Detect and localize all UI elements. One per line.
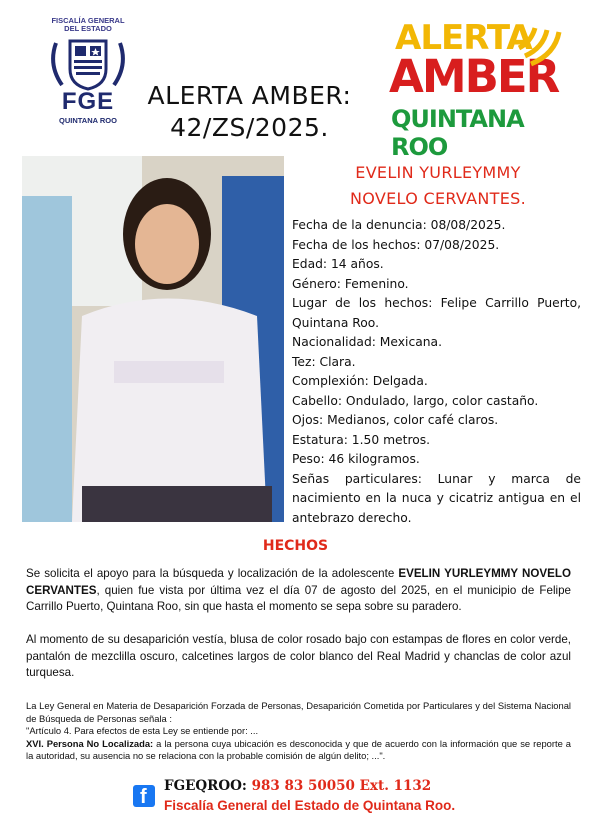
amber-logo (385, 18, 565, 161)
hechos-title: HECHOS (262, 538, 329, 554)
fge-logo (30, 12, 146, 124)
detail-cabello: Cabello: Ondulado, largo, color castaño. (292, 393, 539, 408)
fge-abbrev: FGE (61, 88, 115, 115)
detail-lugar: Lugar de los hechos: Felipe Carrillo Puerto, Quintana Roo. (292, 296, 581, 330)
legal-line1: La Ley General en Materia de Desaparición Forzada de Personas, Desaparición Cometida por Particulares y del Sistema Nacional de Búsqueda de Personas señala : (26, 700, 571, 724)
person-name-line1: EVELIN YURLEYMMY (355, 163, 521, 182)
contact-label: FGEQROO: (164, 778, 252, 794)
detail-genero: Género: Femenino. (292, 276, 409, 291)
contact-line (164, 778, 431, 794)
detail-ojos: Ojos: Medianos, color café claros. (292, 413, 499, 427)
detail-fecha-hechos: Fecha de los hechos: 07/08/2025. (292, 237, 500, 252)
contact-number[interactable]: 983 83 50050 Ext. 1132 (251, 778, 432, 794)
detail-senas: Señas particulares: Lunar y marca de nacimiento en la nuca y cicatriz antigua en el antebrazo derecho. (292, 471, 581, 525)
detail-fecha-denuncia: Fecha de la denuncia: 08/08/2025. (292, 218, 506, 232)
hechos-p1-rest: , quien fue vista por última vez el día 07 de agosto del 2025, en el municipio de Felipe Carrillo Puerto, Quintana Roo, sin que hasta el momento se sepa sobre su paradero. (26, 583, 571, 613)
fge-emblem-icon (48, 35, 128, 91)
detail-edad: Edad: 14 años. (292, 257, 384, 271)
hechos-paragraph-1 (26, 566, 571, 616)
legal-line3 (26, 738, 571, 763)
fge-state: QUINTANA ROO (59, 116, 117, 125)
legal-text (26, 700, 571, 763)
detail-peso: Peso: 46 kilogramos. (292, 452, 420, 466)
alert-title-line2: 42/ZS/2025. (170, 113, 329, 142)
amber-logo-line2: AMBER (389, 50, 559, 103)
legal-term: XVI. Persona No Localizada: (26, 737, 154, 749)
legal-definition: a la persona cuya ubicación es desconocida y que de acuerdo con la información que se reporte a la autoridad, su ausencia no se relaciona con la probable comisión de algún delito; ...". (26, 737, 572, 761)
fge-org-line1: FISCALÍA GENERAL (51, 16, 125, 25)
amber-logo-line1: ALERTA (395, 18, 532, 58)
amber-signal-icon (513, 18, 563, 68)
detail-tez: Tez: Clara. (292, 354, 356, 369)
hechos-p1-name: EVELIN YURLEYMMY NOVELO CERVANTES (26, 567, 571, 597)
person-name-line2: NOVELO CERVANTES. (350, 189, 526, 208)
hechos-p1-intro: Se solicita el apoyo para la búsqueda y localización de la adolescente (26, 567, 399, 580)
detail-nacionalidad: Nacionalidad: Mexicana. (292, 335, 442, 349)
detail-estatura: Estatura: 1.50 metros. (292, 432, 431, 447)
person-details (292, 216, 581, 528)
amber-logo-line3: QUINTANA ROO (391, 105, 524, 161)
person-name (288, 160, 588, 212)
detail-complexion: Complexión: Delgada. (292, 374, 428, 388)
facebook-icon[interactable]: f (133, 785, 155, 807)
fge-org-line2: DEL ESTADO (64, 24, 112, 33)
alert-title (142, 80, 357, 144)
hechos-paragraph-2: Al momento de su desaparición vestía, blusa de color rosado bajo con estampas de flores en color verde, pantalón de mezclilla oscuro, calcetines largos de color blanco del Real Madrid y chanclas de color azul turquesa. (26, 633, 571, 679)
legal-line2: "Artículo 4. Para efectos de esta Ley se entiende por: ... (26, 725, 259, 736)
missing-person-photo (22, 156, 284, 522)
alert-title-line1: ALERTA AMBER: (147, 81, 352, 110)
agency-name: Fiscalía General del Estado de Quintana Roo. (164, 798, 456, 813)
